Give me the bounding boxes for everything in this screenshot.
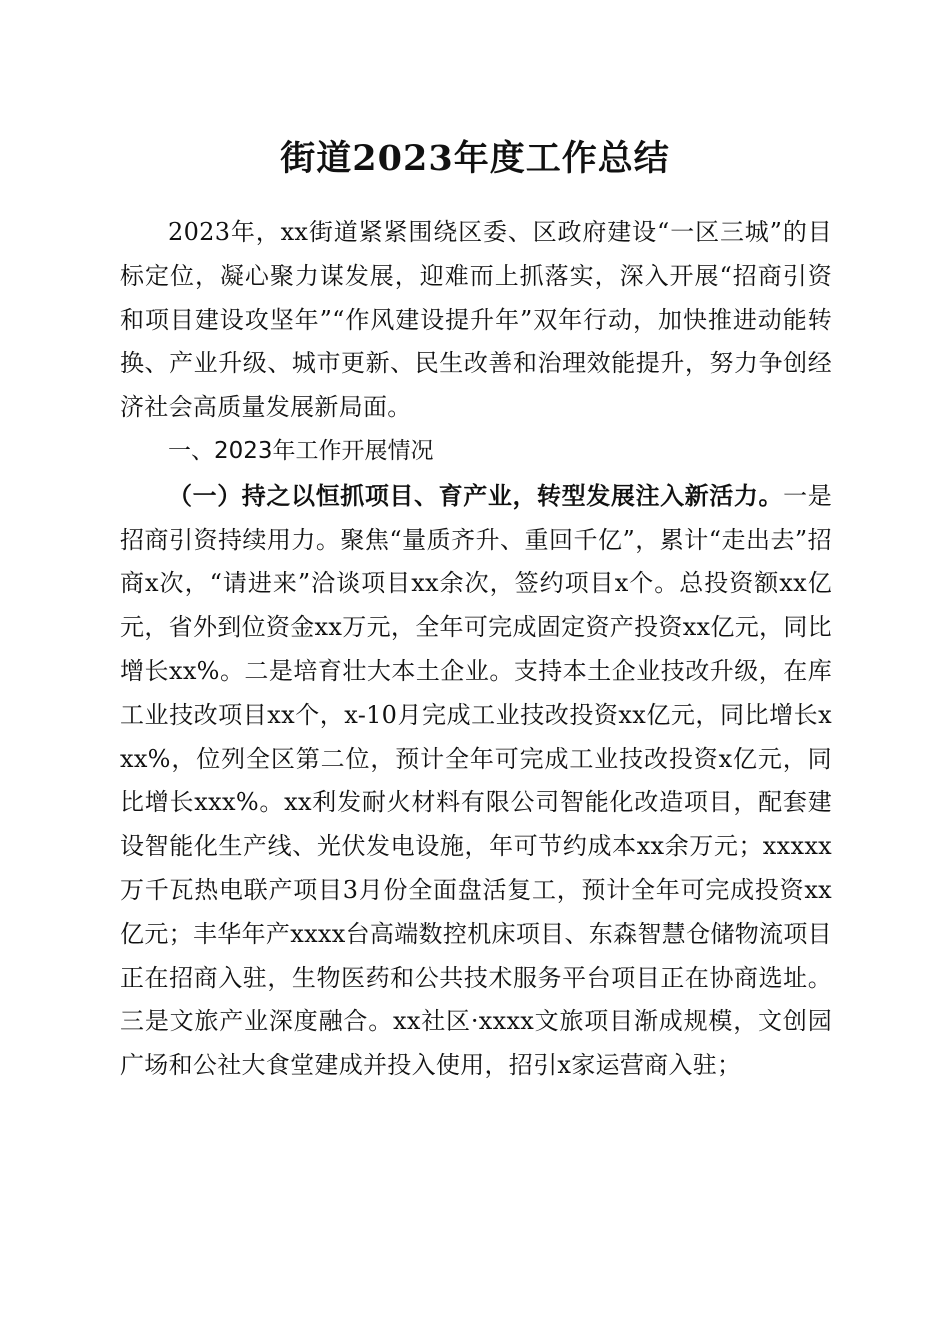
subsection-paragraph [120, 474, 832, 1088]
intro-paragraph: 2023年，xx街道紧紧围绕区委、区政府建设“一区三城”的目标定位，凝心聚力谋发展，迎难而上抓落实，深入开展“招商引资和项目建设攻坚年”“作风建设提升年”双年行动，加快推进动能转换、产业升级、城市更新、民生改善和治理效能提升，努力争创经济社会高质量发展新局面。 [120, 218, 832, 422]
document-title: 街道2023年度工作总结 [280, 138, 670, 179]
subsection-heading: （一）持之以恒抓项目、育产业，转型发展注入新活力。 [168, 480, 784, 510]
document-body [120, 211, 832, 1088]
subsection-body: 一是招商引资持续用力。聚焦“量质齐升、重回千亿”，累计“走出去”招商x次，“请进来”洽谈项目xx余次，签约项目x个。总投资额xx亿元，省外到位资金xx万元，全年可完成固定资产投资xx亿元，同比增长xx%。二是培育壮大本土企业。支持本土企业技改升级，在库工业技改项目xx个，x-10月完成工业技改投资xx亿元，同比增长xxx%，位列全区第二位，预计全年可完成工业技改投资x亿元，同比增长xxx%。xx利发耐火材料有限公司智能化改造项目，配套建设智能化生产线、光伏发电设施，年可节约成本xx余万元；xxxxx万千瓦热电联产项目3月份全面盘活复工，预计全年可完成投资xx亿元；丰华年产xxxx台高端数控机床项目、东森智慧仓储物流项目正在招商入驻，生物医药和公共技术服务平台项目正在协商选址。三是文旅产业深度融合。xx社区·xxxx文旅项目渐成规模，文创园广场和公社大食堂建成并投入使用，招引x家运营商入驻； [120, 481, 832, 1080]
section-heading: 一、2023年工作开展情况 [168, 437, 434, 464]
